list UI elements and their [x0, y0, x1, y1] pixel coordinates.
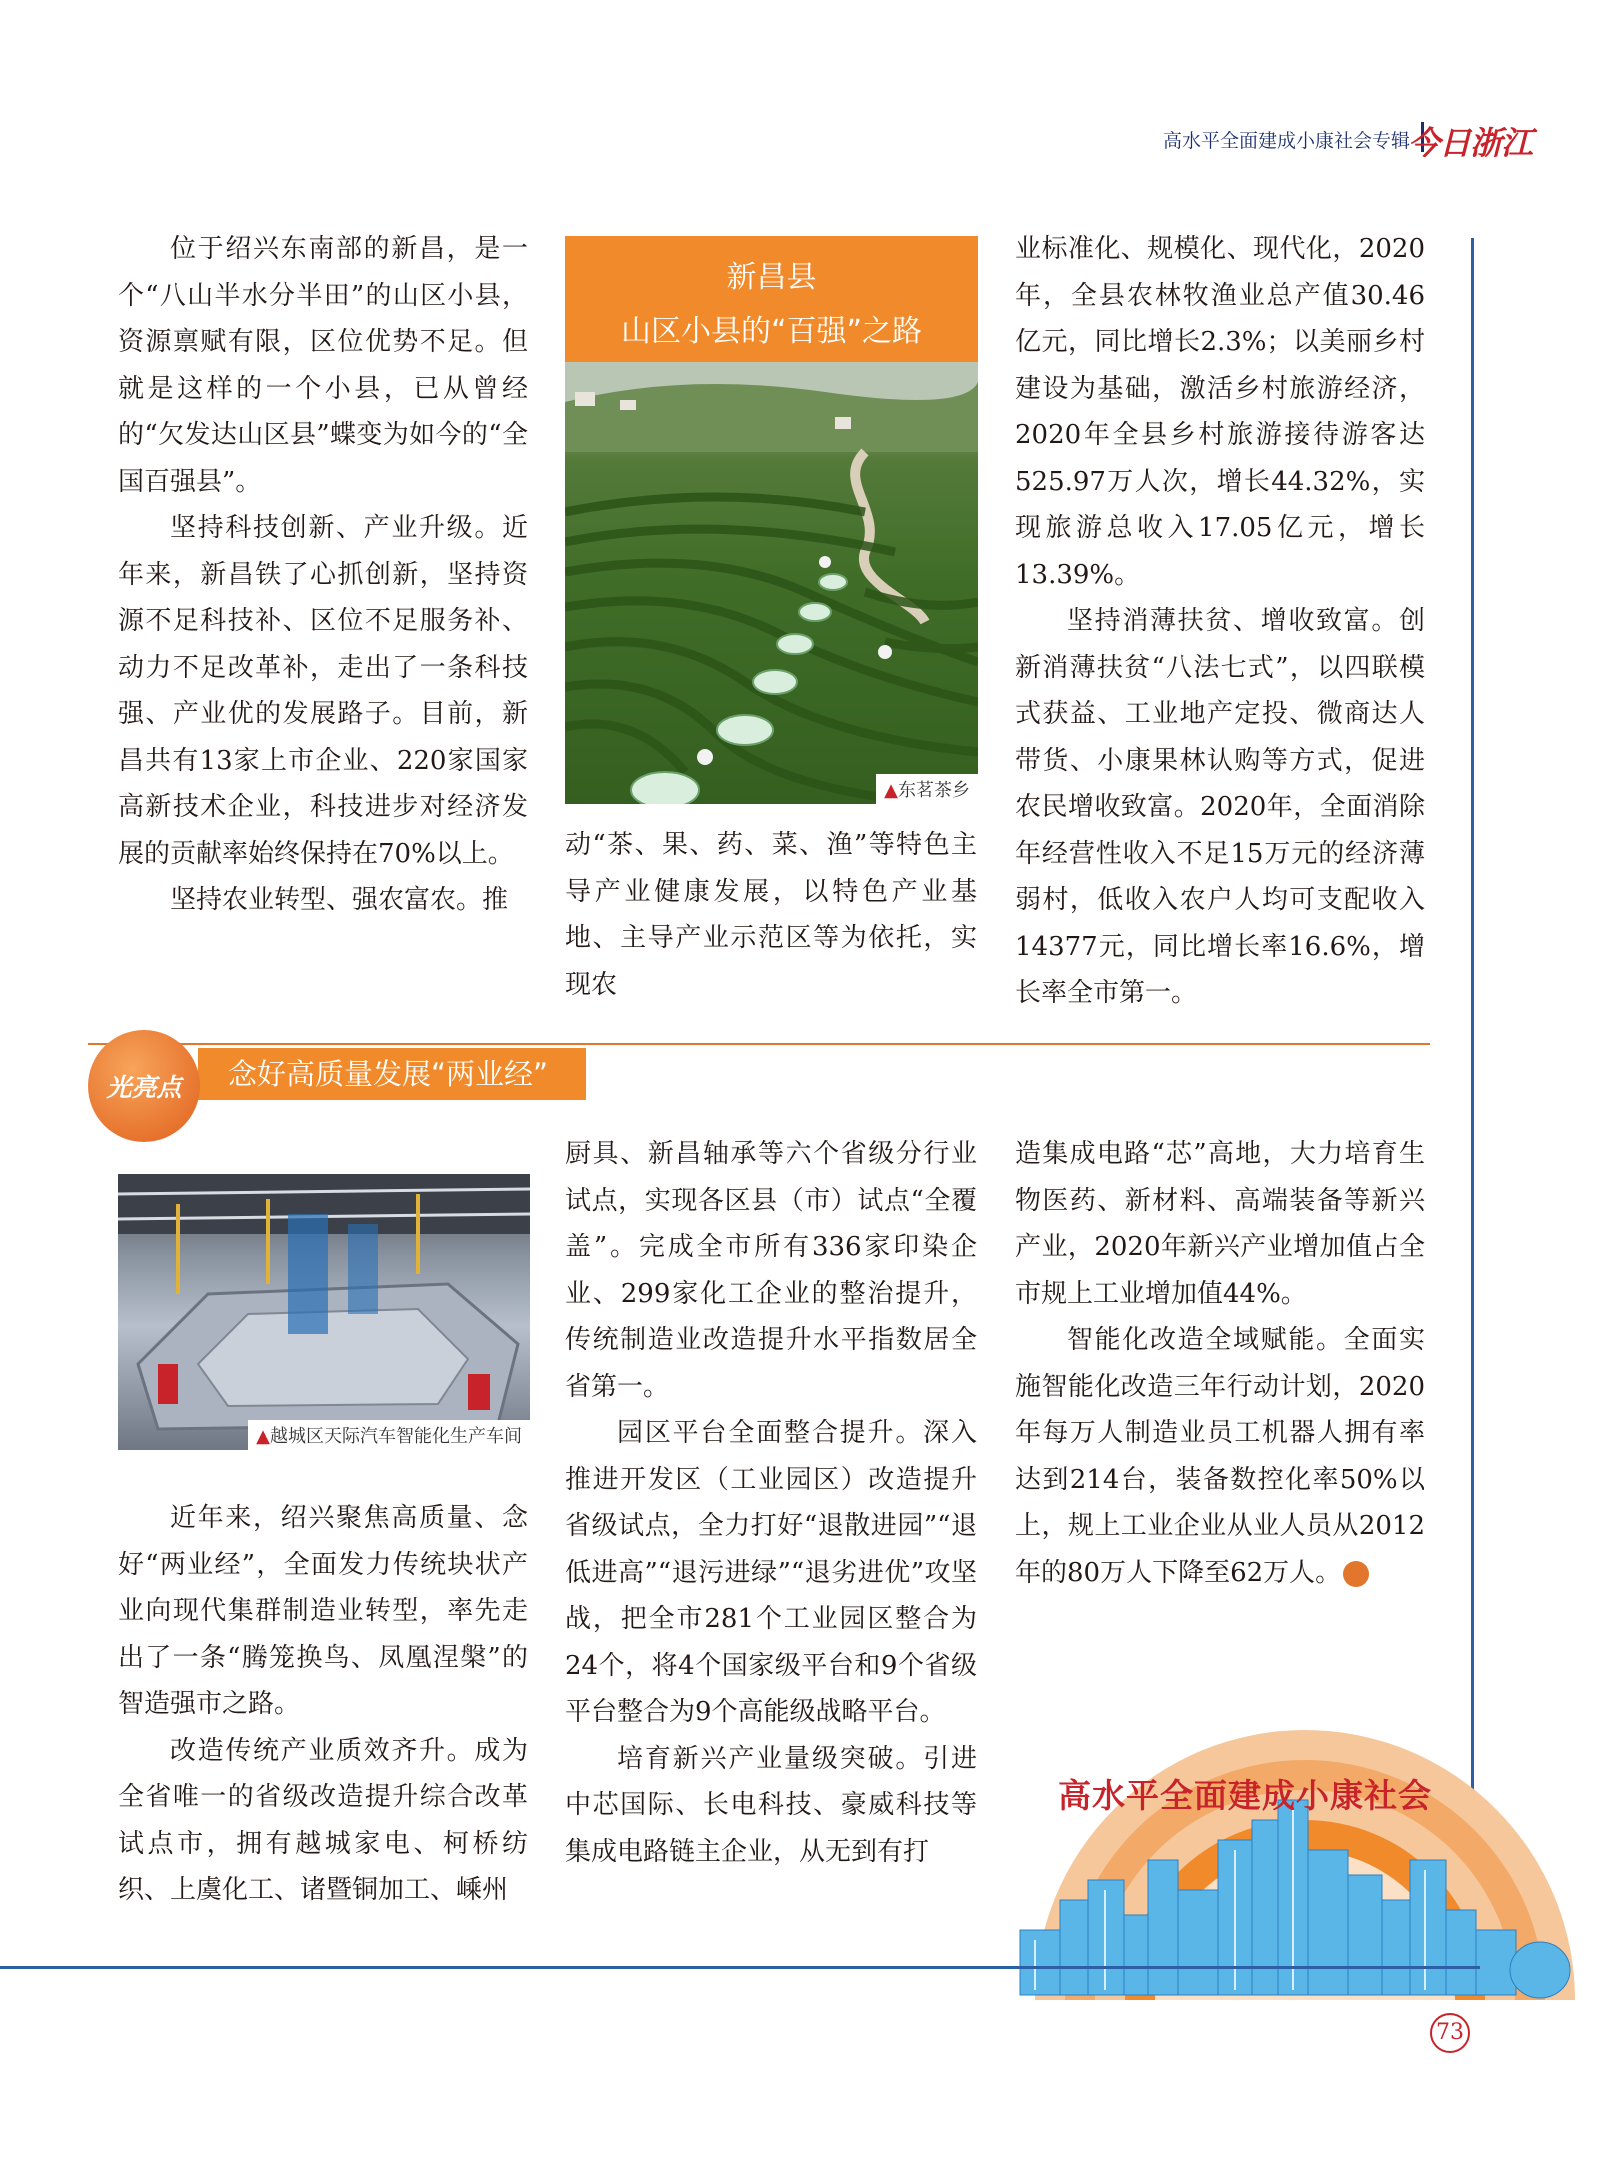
article1-column3	[1015, 226, 1425, 1017]
city-skyline-banner	[1015, 1700, 1595, 2000]
banner-title: 高水平全面建成小康社会	[1058, 1776, 1432, 1815]
paragraph: 培育新兴产业量级突破。引进中芯国际、长电科技、豪威科技等集成电路链主企业，从无到有打	[565, 1743, 977, 1867]
paragraph: 坚持科技创新、产业升级。近年来，新昌铁了心抓创新，坚持资源不足科技补、区位不足服务补、动力不足改革补，走出了一条科技强、产业优的发展路子。目前，新昌共有13家上市企业、220家国家高新技术企业，科技进步对经济发展的贡献率始终保持在70%以上。	[118, 513, 528, 869]
column-title: 高水平全面建成小康社会专辑	[1162, 130, 1410, 152]
paragraph: 厨具、新昌轴承等六个省级分行业试点，实现各区县（市）试点“全覆盖”。完成全市所有336家印染企业、299家化工企业的整治提升，传统制造业改造提升水平指数居全省第一。	[565, 1139, 977, 1402]
article1-column2	[565, 822, 977, 1008]
paragraph: 造集成电路“芯”高地，大力培育生物医药、新材料、高端装备等新兴产业，2020年新兴产业增加值占全市规上工业增加值44%。	[1015, 1139, 1425, 1309]
factory-illustration	[118, 1174, 530, 1450]
section-divider	[88, 1043, 1430, 1045]
photo-caption: ▲东茗茶乡	[876, 774, 978, 804]
paragraph: 智能化改造全域赋能。全面实施智能化改造三年行动计划，2020年每万人制造业员工机器人拥有率达到214台，装备数控化率50%以上，规上工业企业从业人员从2012年的80万人下降至62万人。	[1015, 1325, 1425, 1588]
magazine-logo: 今日浙江	[1407, 124, 1532, 162]
tea-plantation-illustration	[565, 362, 978, 804]
article1-column1	[118, 226, 528, 924]
article2-column1	[118, 1495, 528, 1914]
paragraph: 近年来，绍兴聚焦高质量、念好“两业经”，全面发力传统块状产业向现代集群制造业转型，率先走出了一条“腾笼换鸟、凤凰涅槃”的智造强市之路。	[118, 1503, 528, 1719]
article2-column2	[565, 1131, 977, 1875]
end-mark-icon	[1343, 1561, 1369, 1587]
paragraph: 坚持消薄扶贫、增收致富。创新消薄扶贫“八法七式”，以四联模式获益、工业地产定投、微商达人带货、小康果林认购等方式，促进农民增收致富。2020年，全面消除年经营性收入不足15万元的经济薄弱村，低收入农户人均可支配收入14377元，同比增长率16.6%，增长率全市第一。	[1015, 606, 1425, 1008]
feature-title-line2: 山区小县的“百强”之路	[620, 314, 923, 349]
section-badge: 光亮点	[88, 1030, 200, 1142]
paragraph: 坚持农业转型、强农富农。推	[170, 885, 509, 915]
paragraph: 动“茶、果、药、菜、渔”等特色主导产业健康发展，以特色产业基地、主导产业示范区等为依托，实现农	[565, 830, 977, 1000]
bottom-border-line	[0, 1966, 1480, 1969]
paragraph: 改造传统产业质效齐升。成为全省唯一的省级改造提升综合改革试点市，拥有越城家电、柯桥纺织、上虞化工、诸暨铜加工、嵊州	[118, 1735, 528, 1905]
paragraph: 业标准化、规模化、现代化，2020年，全县农林牧渔业总产值30.46亿元，同比增长2.3%；以美丽乡村建设为基础，激活乡村旅游经济，2020年全县乡村旅游接待游客达525.97万人次，增长44.32%，实现旅游总收入17.05亿元，增长13.39%。	[1015, 234, 1425, 590]
page-number: 73	[1430, 2013, 1470, 2053]
article2-column3	[1015, 1131, 1425, 1596]
feature-title-line1: 新昌县	[726, 260, 817, 295]
feature-title-box	[565, 236, 978, 362]
photo-caption: ▲越城区天际汽车智能化生产车间	[248, 1420, 530, 1450]
triangle-marker-icon: ▲	[884, 780, 898, 801]
paragraph: 园区平台全面整合提升。深入推进开发区（工业园区）改造提升省级试点，全力打好“退散进园”“退低进高”“退污进绿”“退劣进优”攻坚战，把全市281个工业园区整合为24个，将4个国家级平台和9个省级平台整合为9个高能级战略平台。	[565, 1418, 977, 1727]
tea-plantation-photo	[565, 362, 978, 804]
paragraph: 位于绍兴东南部的新昌，是一个“八山半水分半田”的山区小县，资源禀赋有限，区位优势不足。但就是这样的一个小县，已从曾经的“欠发达山区县”蝶变为如今的“全国百强县”。	[118, 234, 528, 497]
car-factory-photo	[118, 1174, 530, 1450]
triangle-marker-icon: ▲	[256, 1426, 270, 1447]
section-title: 念好高质量发展“两业经”	[198, 1048, 586, 1100]
